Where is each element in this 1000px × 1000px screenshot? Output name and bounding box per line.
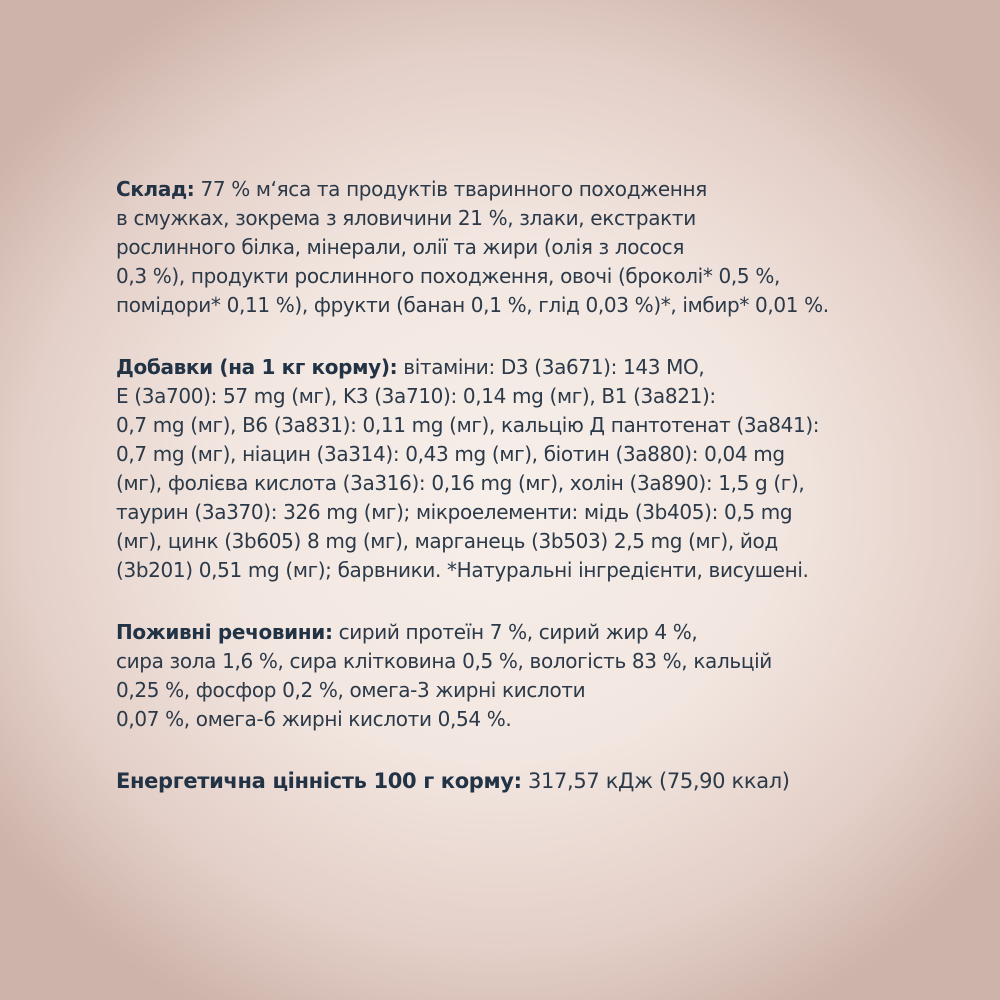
additives-line-7: (мг), цинк (3b605) 8 mg (мг), марганець (3b503) 2,5 mg (мг), йод xyxy=(116,529,778,553)
additives-line-6: таурин (3а370): 326 mg (мг); мікроелементи: мідь (3b405): 0,5 mg xyxy=(116,500,793,524)
energy-label: Енергетична цінність 100 г корму: xyxy=(116,769,522,793)
composition-section xyxy=(116,175,896,320)
composition-line-5: помідори* 0,11 %), фрукти (банан 0,1 %, глід 0,03 %)*, імбир* 0,01 %. xyxy=(116,293,829,317)
additives-line-4: 0,7 mg (мг), ніацин (3а314): 0,43 mg (мг), біотин (3а880): 0,04 mg xyxy=(116,442,785,466)
nutrients-text: сирий протеїн 7 %, сирий жир 4 %, xyxy=(332,620,698,644)
ingredients-document xyxy=(116,175,896,796)
energy-line xyxy=(116,767,896,796)
nutrients-label: Поживні речовини: xyxy=(116,620,333,644)
composition-line-1 xyxy=(116,175,896,204)
composition-line-2: в смужках, зокрема з яловичини 21 %, злаки, екстракти xyxy=(116,206,696,230)
additives-line-5: (мг), фолієва кислота (3а316): 0,16 mg (мг), холін (3а890): 1,5 g (г), xyxy=(116,471,805,495)
additives-line-3: 0,7 mg (мг), B6 (3а831): 0,11 mg (мг), кальцію Д пантотенат (3а841): xyxy=(116,413,820,437)
composition-line-4: 0,3 %), продукти рослинного походження, овочі (броколі* 0,5 %, xyxy=(116,264,780,288)
nutrients-section xyxy=(116,618,896,734)
composition-line-3: рослинного білка, мінерали, олії та жири (олія з лосося xyxy=(116,235,685,259)
additives-line-8: (3b201) 0,51 mg (мг); барвники. *Натуральні інгредієнти, висушені. xyxy=(116,558,809,582)
nutrients-line-3: 0,25 %, фосфор 0,2 %, омега-3 жирні кислоти xyxy=(116,678,586,702)
additives-line-2: E (3а700): 57 mg (мг), K3 (3а710): 0,14 mg (мг), B1 (3а821): xyxy=(116,384,716,408)
nutrients-line-2: сира зола 1,6 %, сира клітковина 0,5 %, вологість 83 %, кальцій xyxy=(116,649,772,673)
additives-section xyxy=(116,353,896,585)
composition-label: Склад: xyxy=(116,177,195,201)
additives-line-1 xyxy=(116,353,896,382)
energy-section xyxy=(116,767,896,796)
energy-value: 317,57 кДж (75,90 ккал) xyxy=(521,769,790,793)
nutrients-line-1 xyxy=(116,618,896,647)
nutrients-line-4: 0,07 %, омега-6 жирні кислоти 0,54 %. xyxy=(116,707,512,731)
additives-label: Добавки (на 1 кг корму): xyxy=(116,355,398,379)
composition-text: 77 % м‘яса та продуктів тваринного походження xyxy=(194,177,707,201)
additives-text: вітаміни: D3 (3а671): 143 МО, xyxy=(397,355,705,379)
